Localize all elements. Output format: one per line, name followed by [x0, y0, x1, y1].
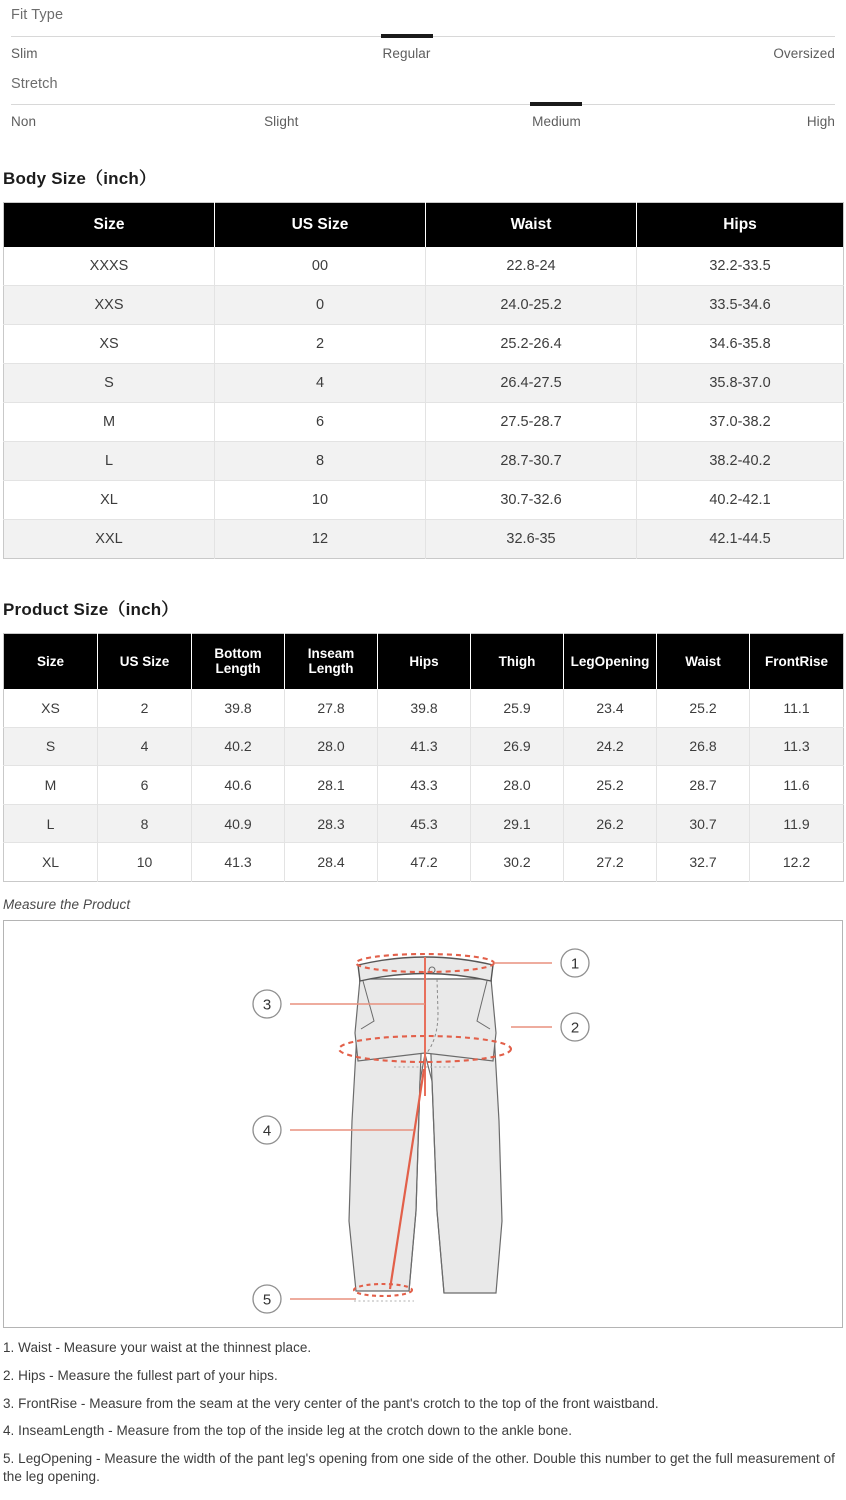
- table-cell: 23.4: [564, 689, 657, 728]
- table-row: [4, 520, 844, 559]
- product-size-heading: Product Size（inch）: [3, 600, 179, 619]
- stretch-option-high[interactable]: High: [806, 114, 835, 129]
- table-cell: 30.2: [471, 843, 564, 882]
- table-row: [4, 766, 844, 805]
- table-cell: 11.9: [750, 804, 844, 843]
- table-cell: 28.0: [285, 727, 378, 766]
- table-cell: 8: [215, 442, 426, 481]
- table-cell: 26.4-27.5: [426, 364, 637, 403]
- table-cell: 26.9: [471, 727, 564, 766]
- table-cell: 30.7-32.6: [426, 481, 637, 520]
- table-cell: L: [4, 442, 215, 481]
- table-cell: 32.7: [657, 843, 750, 882]
- table-cell: 25.9: [471, 689, 564, 728]
- table-cell: 2: [98, 689, 192, 728]
- table-row: [4, 403, 844, 442]
- table-cell: 33.5-34.6: [637, 286, 844, 325]
- body-size-table-head: [4, 203, 844, 247]
- table-cell: 10: [215, 481, 426, 520]
- product-size-heading-wrap: [0, 595, 846, 620]
- table-cell: 6: [215, 403, 426, 442]
- table-cell: 24.0-25.2: [426, 286, 637, 325]
- column-header: FrontRise: [750, 634, 844, 689]
- table-cell: 40.2: [192, 727, 285, 766]
- fit-type-labels: [11, 37, 835, 69]
- fit-type-option-regular[interactable]: Regular: [382, 45, 431, 61]
- table-cell: 30.7: [657, 804, 750, 843]
- table-row: [4, 364, 844, 403]
- table-row: [4, 481, 844, 520]
- table-cell: 38.2-40.2: [637, 442, 844, 481]
- note-line: 5. LegOpening - Measure the width of the pant leg's opening from one side of the other. Double this number to get the full measurement of the leg opening.: [3, 1451, 835, 1485]
- table-cell: XXS: [4, 286, 215, 325]
- table-cell: 41.3: [192, 843, 285, 882]
- table-cell: 8: [98, 804, 192, 843]
- table-cell: 47.2: [378, 843, 471, 882]
- table-cell: 43.3: [378, 766, 471, 805]
- table-row: [4, 325, 844, 364]
- table-cell: S: [4, 364, 215, 403]
- callout-badge-1: [561, 949, 589, 977]
- note-line: 2. Hips - Measure the fullest part of your hips.: [3, 1367, 278, 1383]
- body-size-table-wrap: [0, 202, 846, 559]
- callout-number-2: 2: [570, 1019, 580, 1037]
- table-cell: 45.3: [378, 804, 471, 843]
- table-cell: 40.9: [192, 804, 285, 843]
- table-cell: L: [4, 804, 98, 843]
- table-cell: XS: [4, 325, 215, 364]
- table-cell: 28.3: [285, 804, 378, 843]
- note-line: 1. Waist - Measure your waist at the thinnest place.: [3, 1339, 312, 1355]
- measure-the-product-label: Measure the Product: [3, 896, 131, 912]
- table-cell: 41.3: [378, 727, 471, 766]
- measurement-instructions: [0, 1328, 846, 1486]
- table-cell: XL: [4, 481, 215, 520]
- table-cell: 11.3: [750, 727, 844, 766]
- table-cell: 25.2: [657, 689, 750, 728]
- table-header-row: [4, 634, 844, 689]
- table-cell: 12: [215, 520, 426, 559]
- table-cell: 32.6-35: [426, 520, 637, 559]
- fit-type-title: Fit Type: [11, 7, 64, 23]
- body-size-table-body: [4, 247, 844, 559]
- stretch-title: Stretch: [11, 75, 58, 92]
- fit-type-option-slim[interactable]: Slim: [11, 45, 38, 61]
- body-size-table: [3, 202, 844, 559]
- callout-number-4: 4: [262, 1122, 272, 1140]
- table-cell: 10: [98, 843, 192, 882]
- table-cell: 32.2-33.5: [709, 257, 771, 274]
- column-header: Waist: [426, 203, 637, 247]
- column-header: US Size: [215, 203, 426, 247]
- product-size-table-body: [4, 689, 844, 882]
- stretch-option-slight[interactable]: Slight: [264, 114, 299, 129]
- callout-number-5: 5: [262, 1291, 272, 1309]
- callout-badge-4: [253, 1116, 281, 1144]
- callout-badge-3: [253, 990, 281, 1018]
- callout-number-1: 1: [570, 955, 580, 973]
- column-header: Hips: [378, 634, 471, 689]
- table-row: [4, 247, 844, 286]
- table-cell: 25.2: [564, 766, 657, 805]
- table-cell: 6: [98, 766, 192, 805]
- callout-number-3: 3: [262, 996, 272, 1014]
- table-cell: 34.6-35.8: [637, 325, 844, 364]
- fit-type-option-oversized[interactable]: Oversized: [773, 45, 835, 61]
- table-cell: XXXS: [4, 247, 215, 286]
- table-row: [4, 689, 844, 728]
- table-cell: 39.8: [378, 689, 471, 728]
- column-header: Waist: [657, 634, 750, 689]
- table-row: [4, 727, 844, 766]
- note-line: 3. FrontRise - Measure from the seam at the very center of the pant's crotch to the top of the front waistband.: [3, 1395, 659, 1411]
- table-cell: 37.0-38.2: [637, 403, 844, 442]
- spec-group-stretch: [11, 69, 835, 138]
- table-cell: 4: [215, 364, 426, 403]
- table-cell: 26.2: [564, 804, 657, 843]
- table-cell: 28.1: [285, 766, 378, 805]
- stretch-option-medium[interactable]: Medium: [532, 114, 581, 129]
- pants-diagram-svg: [4, 921, 842, 1327]
- table-cell: 22.8-24: [426, 247, 637, 286]
- callout-badge-2: [561, 1013, 589, 1041]
- measurement-diagram: [3, 920, 843, 1328]
- table-cell: 42.1-44.5: [637, 520, 844, 559]
- body-size-heading-wrap: [0, 164, 846, 189]
- table-cell: 27.5-28.7: [426, 403, 637, 442]
- table-cell: 28.7: [657, 766, 750, 805]
- table-cell: 28.0: [471, 766, 564, 805]
- table-cell: XXL: [4, 520, 215, 559]
- table-cell: 2: [215, 325, 426, 364]
- product-size-table-head: [4, 634, 844, 689]
- fit-spec-section: [0, 0, 846, 137]
- table-cell: 24.2: [564, 727, 657, 766]
- table-cell: 4: [98, 727, 192, 766]
- spec-group-fit-type: [11, 0, 835, 69]
- table-cell: 0: [215, 286, 426, 325]
- table-row: [4, 843, 844, 882]
- stretch-option-non[interactable]: Non: [11, 114, 37, 129]
- column-header: LegOpening: [564, 634, 657, 689]
- table-cell: S: [4, 727, 98, 766]
- table-cell: 40.6: [192, 766, 285, 805]
- table-cell: M: [4, 403, 215, 442]
- table-cell: 29.1: [471, 804, 564, 843]
- table-cell: XL: [4, 843, 98, 882]
- table-cell: 11.1: [783, 699, 810, 716]
- table-cell: 39.8: [192, 689, 285, 728]
- table-cell: 11.6: [750, 766, 844, 805]
- table-cell: 27.2: [564, 843, 657, 882]
- callout-badge-5: [253, 1285, 281, 1313]
- column-header: Hips: [637, 203, 844, 247]
- column-header: Size: [4, 203, 215, 247]
- table-cell: 00: [215, 247, 426, 286]
- table-cell: M: [4, 766, 98, 805]
- table-cell: 12.2: [750, 843, 844, 882]
- table-cell: 25.2-26.4: [426, 325, 637, 364]
- table-cell: 35.8-37.0: [637, 364, 844, 403]
- table-header-row: [4, 203, 844, 247]
- table-cell: 28.7-30.7: [426, 442, 637, 481]
- table-cell: XS: [4, 689, 98, 728]
- column-header: Bottom Length: [192, 634, 285, 689]
- column-header: US Size: [98, 634, 192, 689]
- table-row: [4, 442, 844, 481]
- table-row: [4, 286, 844, 325]
- body-size-heading: Body Size（inch）: [3, 169, 157, 188]
- column-header: Thigh: [471, 634, 564, 689]
- column-header: Inseam Length: [285, 634, 378, 689]
- note-line: 4. InseamLength - Measure from the top of the inside leg at the crotch down to the ankle bone.: [3, 1423, 573, 1439]
- table-cell: 26.8: [657, 727, 750, 766]
- stretch-labels: [11, 105, 835, 137]
- table-cell: 40.2-42.1: [637, 481, 844, 520]
- column-header: Size: [4, 634, 98, 689]
- product-size-table: [3, 633, 844, 882]
- table-row: [4, 804, 844, 843]
- product-size-table-wrap: [0, 633, 846, 882]
- table-cell: 27.8: [285, 689, 378, 728]
- table-cell: 28.4: [285, 843, 378, 882]
